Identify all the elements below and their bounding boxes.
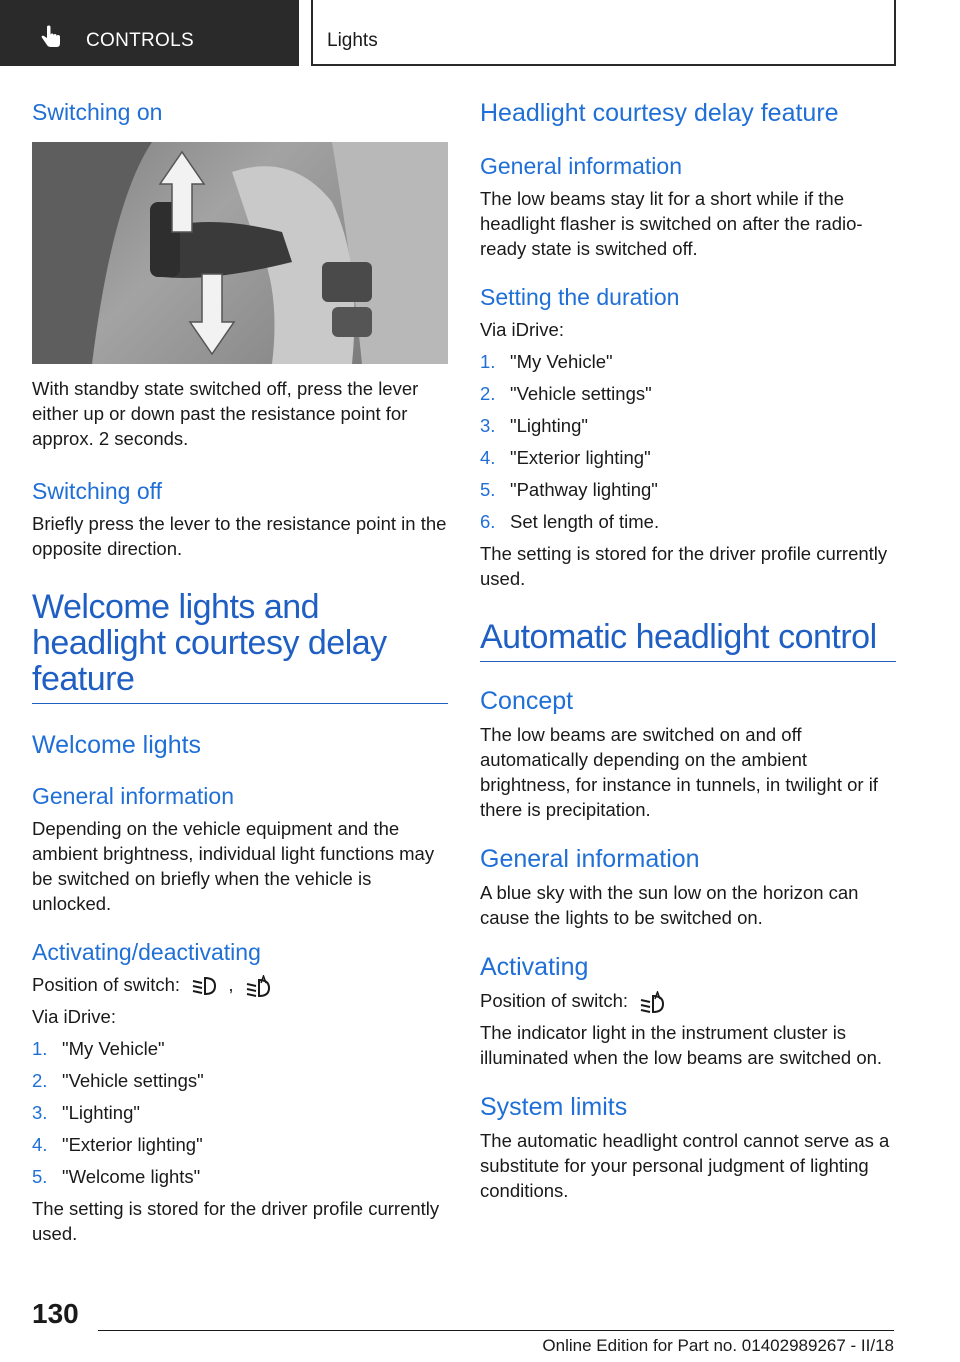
welcome-stored-text: The setting is stored for the driver profile currently used. bbox=[32, 1198, 440, 1245]
left-column bbox=[32, 98, 448, 1246]
indicator-text: The indicator light in the instrument cluster is illuminated when the low beams are switched on. bbox=[480, 1022, 883, 1069]
list-item: 1. "My Vehicle" bbox=[32, 1038, 165, 1060]
automatic-general-text: A blue sky with the sun low on the horizon can cause the lights to be switched on. bbox=[480, 882, 859, 928]
automatic-general-heading: General information bbox=[480, 845, 700, 873]
lever-illustration bbox=[32, 142, 448, 364]
auto-headlight-icon bbox=[245, 975, 271, 997]
lever-photo bbox=[32, 142, 448, 364]
auto-headlight-icon bbox=[639, 991, 665, 1013]
courtesy-heading: Headlight courtesy delay feature bbox=[480, 99, 839, 127]
welcome-position-line bbox=[32, 972, 448, 997]
header-chapter-title: Lights bbox=[327, 30, 378, 51]
list-item: 3. "Lighting" bbox=[32, 1102, 140, 1124]
list-item: 4. "Exterior lighting" bbox=[480, 447, 651, 468]
welcome-position-label: Position of switch: bbox=[32, 974, 181, 995]
welcome-via-idrive: Via iDrive: bbox=[32, 1006, 116, 1028]
system-limits-text: The automatic headlight control cannot serve as a substitute for your personal judgment of lighting conditions. bbox=[480, 1130, 890, 1202]
courtesy-steps-list bbox=[480, 349, 896, 534]
concept-heading: Concept bbox=[480, 687, 574, 715]
switching-off-text: Briefly press the lever to the resistance point in the opposite direction. bbox=[32, 513, 447, 559]
header-section-title: CONTROLS bbox=[86, 30, 194, 51]
welcome-general-text: Depending on the vehicle equipment and the ambient brightness, individual light functions may be switched on briefly when the vehicle is unlocked. bbox=[32, 818, 435, 914]
switching-off-heading: Switching off bbox=[32, 478, 162, 504]
automatic-position-line bbox=[480, 988, 896, 1013]
right-column bbox=[480, 98, 896, 1203]
welcome-activating-heading: Activating/deactivating bbox=[32, 939, 261, 965]
list-item: 2. "Vehicle settings" bbox=[32, 1070, 204, 1092]
header-chapter-tab bbox=[311, 0, 896, 66]
courtesy-stored-text: The setting is stored for the driver profile currently used. bbox=[480, 543, 888, 589]
welcome-lights-heading: Welcome lights bbox=[32, 731, 202, 759]
courtesy-via-idrive: Via iDrive: bbox=[480, 319, 564, 340]
list-item: 3. "Lighting" bbox=[480, 415, 588, 436]
low-beam-icon bbox=[191, 975, 217, 997]
automatic-heading: Automatic headlight control bbox=[480, 619, 896, 662]
welcome-general-heading: General information bbox=[32, 783, 234, 809]
system-limits-heading: System limits bbox=[480, 1093, 628, 1122]
footer-divider bbox=[98, 1330, 894, 1331]
concept-text: The low beams are switched on and off automatically depending on the ambient brightness, for instance in tunnels, in twilight or if there is precipitation. bbox=[480, 724, 878, 820]
list-item: 5. "Welcome lights" bbox=[32, 1166, 201, 1188]
page-number: 130 bbox=[32, 1298, 79, 1329]
welcome-section-heading: Welcome lights and headlight courtesy delay feature bbox=[32, 589, 448, 704]
list-item: 1. "My Vehicle" bbox=[480, 351, 613, 372]
automatic-position-label: Position of switch: bbox=[480, 990, 629, 1011]
list-item: 2. "Vehicle settings" bbox=[480, 383, 652, 404]
welcome-position-separator: , bbox=[228, 974, 234, 995]
list-item: 4. "Exterior lighting" bbox=[32, 1134, 203, 1156]
footer-edition: Online Edition for Part no. 01402989267 - II/18 bbox=[542, 1336, 894, 1355]
courtesy-general-text: The low beams stay lit for a short while if the headlight flasher is switched on after the radio-ready state is switched off. bbox=[480, 188, 863, 259]
header-section-tab bbox=[0, 0, 299, 66]
automatic-activating-heading: Activating bbox=[480, 953, 589, 981]
pointing-hand-icon bbox=[38, 24, 64, 50]
list-item: 5. "Pathway lighting" bbox=[480, 479, 658, 500]
courtesy-duration-heading: Setting the duration bbox=[480, 284, 680, 310]
welcome-steps-list bbox=[32, 1036, 448, 1189]
switching-on-text: With standby state switched off, press the lever either up or down past the resistance point for approx. 2 seconds. bbox=[32, 378, 419, 449]
list-item: 6. Set length of time. bbox=[480, 511, 660, 532]
switching-on-heading: Switching on bbox=[32, 99, 163, 125]
courtesy-general-heading: General information bbox=[480, 153, 682, 179]
